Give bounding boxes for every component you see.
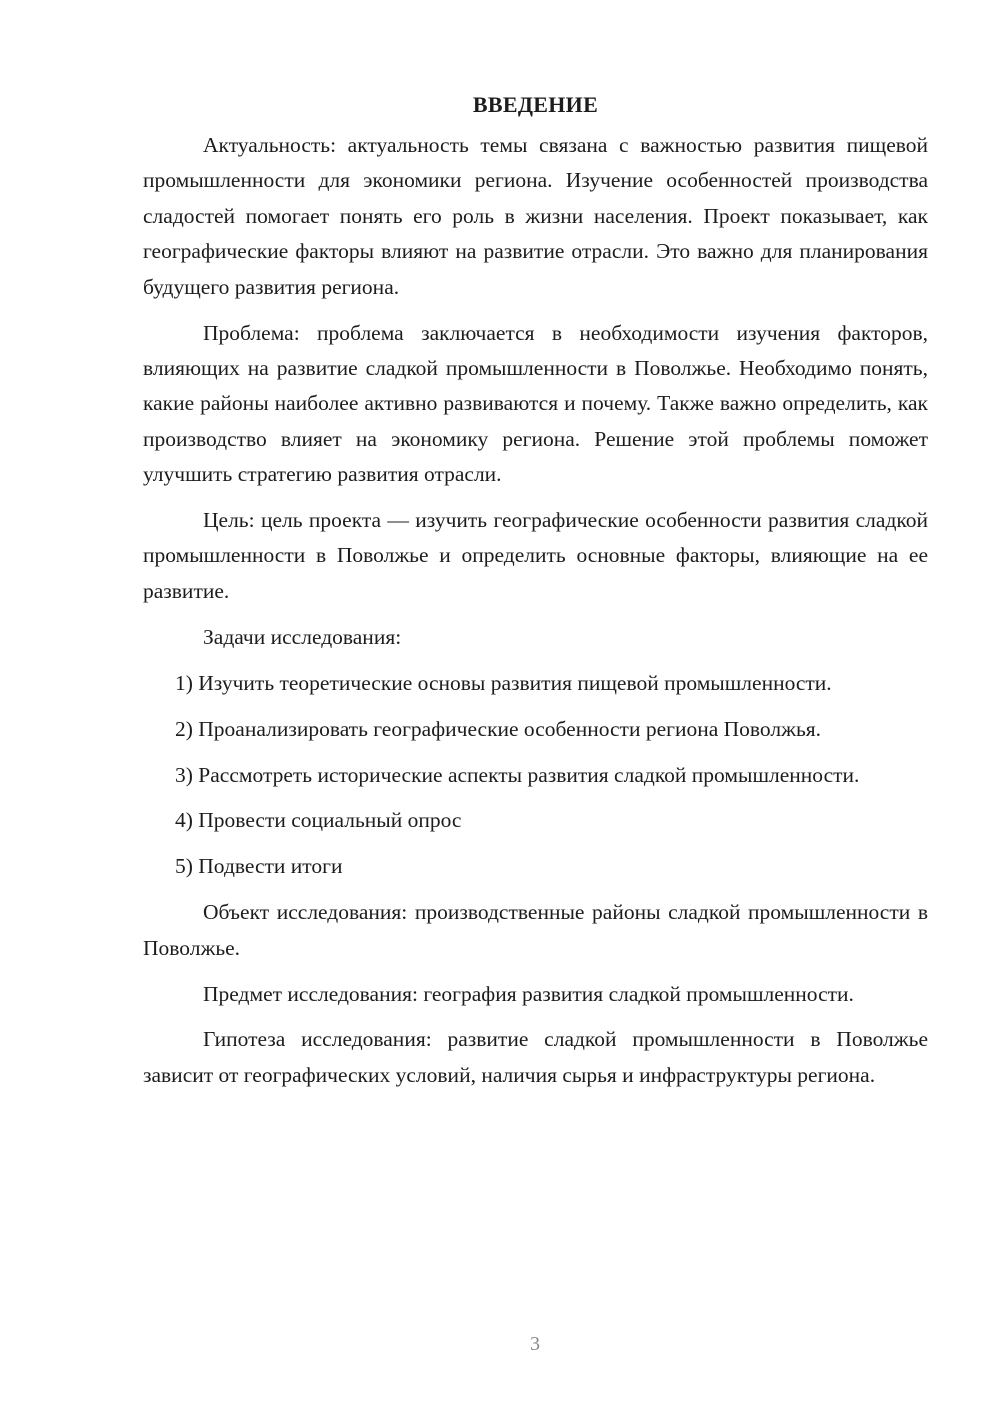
document-page xyxy=(143,90,928,1104)
hypothesis-paragraph: Гипотеза исследования: развитие сладкой промышленности в Поволжье зависит от географических условий, наличия сырья и инфраструктуры региона. xyxy=(143,1027,928,1087)
goal-paragraph: Цель: цель проекта — изучить географические особенности развития сладкой промышленности в Поволжье и определить основные факторы, влияющие на ее развитие. xyxy=(143,508,928,603)
task-item-1: 1) Изучить теоретические основы развития пищевой промышленности. xyxy=(175,670,832,695)
subject-paragraph: Предмет исследования: география развития сладкой промышленности. xyxy=(203,981,854,1006)
tasks-heading: Задачи исследования: xyxy=(203,624,402,649)
task-item-2: 2) Проанализировать географические особенности региона Поволжья. xyxy=(175,716,822,741)
page-number: 3 xyxy=(530,1333,540,1355)
task-item-5: 5) Подвести итоги xyxy=(175,854,343,879)
task-item-4: 4) Провести социальный опрос xyxy=(175,808,462,833)
object-paragraph: Объект исследования: производственные районы сладкой промышленности в Поволжье. xyxy=(143,900,928,960)
task-item-3: 3) Рассмотреть исторические аспекты развития сладкой промышленности. xyxy=(175,762,860,787)
page-title: ВВЕДЕНИЕ xyxy=(472,92,599,117)
problem-paragraph: Проблема: проблема заключается в необходимости изучения факторов, влияющих на развитие сладкой промышленности в Поволжье. Необходимо понять, какие районы наиболее активно развиваются и почему. Также важно определить, как производство влияет на экономику региона. Решение этой проблемы поможет улучшить стратегию развития отрасли. xyxy=(143,320,928,487)
relevance-paragraph: Актуальность: актуальность темы связана с важностью развития пищевой промышленности для экономики региона. Изучение особенностей производства сладостей помогает понять его роль в жизни населения. Проект показывает, как географические факторы влияют на развитие отрасли. Это важно для планирования будущего развития региона. xyxy=(143,133,928,299)
